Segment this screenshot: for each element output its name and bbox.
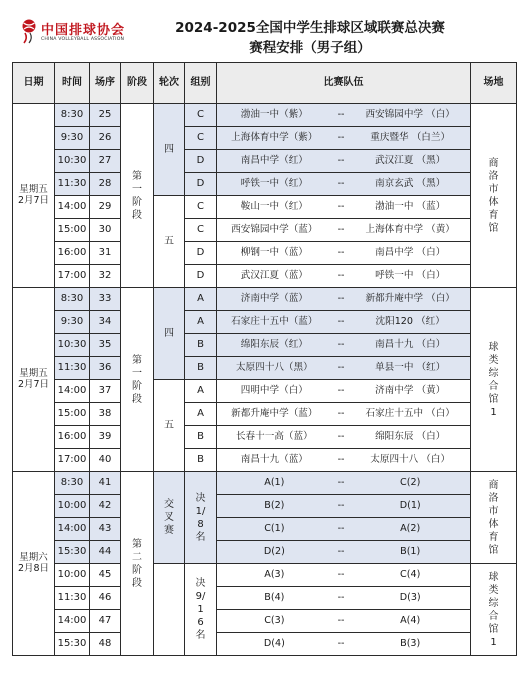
match-cell [217,495,471,518]
seq-cell: 33 [90,288,121,311]
seq-cell: 32 [90,265,121,288]
seq-cell: 41 [90,472,121,495]
time-cell: 17:00 [55,449,90,472]
venue-cell [471,104,517,288]
group-cell: A [185,288,217,311]
team-a: D(4) [263,638,285,650]
group-cell: C [185,219,217,242]
group-cell: B [185,449,217,472]
volleyball-logo-icon [20,18,38,44]
team-a: 西安锦园中学（蓝） [231,224,318,236]
seq-cell: 44 [90,541,121,564]
vs-separator: -- [337,178,345,190]
match-cell [217,104,471,127]
time-cell: 14:00 [55,610,90,633]
team-a: 南昌中学（红） [240,155,308,167]
team-a: 上海体育中学（紫） [231,132,318,144]
match-cell [217,196,471,219]
match-cell [217,633,471,656]
match [217,173,470,195]
vertical-text: 商洛市体育馆 [488,479,499,556]
team-a: 柳钢一中（蓝） [240,247,308,259]
team-b: 上海体育中学 （黄） [365,224,455,236]
page-header [0,0,522,58]
match [217,288,470,310]
team-b: 西安锦园中学 （白） [365,109,455,121]
vertical-text: 第一阶段 [132,354,142,405]
seq-cell: 35 [90,334,121,357]
match [217,334,470,356]
vs-separator: -- [337,500,345,512]
vertical-text: 商洛市体育馆 [488,157,499,234]
association-logo [20,18,132,48]
col-teams: 比赛队伍 [217,63,471,104]
vs-separator: -- [337,132,345,144]
round-cell [154,564,185,656]
match [217,196,470,218]
seq-cell: 25 [90,104,121,127]
vs-separator: -- [337,293,345,305]
match-cell [217,610,471,633]
match [217,104,470,126]
group-cell: D [185,150,217,173]
col-time: 时间 [55,63,90,104]
time-cell: 8:30 [55,288,90,311]
time-cell: 14:00 [55,380,90,403]
seq-cell: 43 [90,518,121,541]
vs-separator: -- [337,270,345,282]
col-stage: 阶段 [121,63,154,104]
vertical-text: 球类综合馆1 [488,571,499,648]
match-cell [217,380,471,403]
vertical-text: 交叉赛 [164,499,174,536]
group-cell: D [185,173,217,196]
page-title: 2024-2025全国中学生排球区域联赛总决赛 [175,20,445,36]
time-cell: 14:00 [55,196,90,219]
team-a: C(3) [264,615,285,627]
round-cell: 五 [154,380,185,472]
time-cell: 17:00 [55,265,90,288]
team-a: 鞍山一中（红） [240,201,308,213]
vs-separator: -- [337,109,345,121]
seq-cell: 45 [90,564,121,587]
time-cell: 15:00 [55,403,90,426]
seq-cell: 48 [90,633,121,656]
team-b: D(1) [399,500,421,512]
group-cell: B [185,426,217,449]
round-cell: 五 [154,196,185,288]
vs-separator: -- [337,385,345,397]
team-a: C(1) [264,523,285,535]
team-b: 太原四十八 （白） [370,454,451,466]
team-a: 绵阳东辰（红） [240,339,308,351]
team-b: 呼铁一中 （白） [375,270,446,282]
table-row [13,518,517,541]
table-row [13,357,517,380]
match [217,610,470,632]
match [217,426,470,448]
stage-cell [121,288,154,472]
team-b: C(2) [400,477,421,489]
stage-cell [121,472,154,656]
seq-cell: 46 [90,587,121,610]
match [217,127,470,149]
group-cell [185,472,217,564]
match [217,587,470,609]
vs-separator: -- [337,316,345,328]
vertical-text: 第二阶段 [132,538,142,589]
vs-separator: -- [337,362,345,374]
group-cell: C [185,196,217,219]
team-a: 四明中学（白） [240,385,308,397]
match [217,150,470,172]
col-group: 组别 [185,63,217,104]
round-cell [154,472,185,564]
team-b: D(3) [399,592,421,604]
date-cell: 星期六 2月8日 [13,472,55,656]
match [217,449,470,471]
team-a: A(3) [264,569,285,581]
team-a: 长春十一高（蓝） [235,431,313,443]
vs-separator: -- [337,615,345,627]
match-cell [217,127,471,150]
time-cell: 15:00 [55,219,90,242]
match-cell [217,357,471,380]
group-cell: C [185,127,217,150]
table-row [13,127,517,150]
col-date: 日期 [13,63,55,104]
match [217,357,470,379]
table-row [13,564,517,587]
group-cell [185,564,217,656]
group-cell: C [185,104,217,127]
table-row [13,495,517,518]
match-cell [217,403,471,426]
team-b: B(3) [400,638,421,650]
team-b: 南昌十九 （白） [375,339,446,351]
venue-cell [471,288,517,472]
date-cell: 星期五 2月7日 [13,104,55,288]
table-row [13,219,517,242]
match [217,495,470,517]
match [217,472,470,494]
team-b: 济南中学 （黄） [375,385,446,397]
match-cell [217,449,471,472]
group-cell: B [185,357,217,380]
header-row [13,63,517,104]
table-row [13,403,517,426]
table-row [13,311,517,334]
match-cell [217,288,471,311]
match-cell [217,265,471,288]
stage-cell [121,104,154,288]
team-a: 呼铁一中（红） [240,178,308,190]
seq-cell: 29 [90,196,121,219]
match-cell [217,587,471,610]
time-cell: 15:30 [55,541,90,564]
vs-separator: -- [337,569,345,581]
table-row [13,610,517,633]
team-b: 南昌中学 （白） [375,247,446,259]
time-cell: 11:30 [55,173,90,196]
group-cell: A [185,403,217,426]
match-cell [217,564,471,587]
venue-cell [471,472,517,564]
match [217,541,470,563]
table-row [13,334,517,357]
vs-separator: -- [337,638,345,650]
team-a: 太原四十八（黑） [235,362,313,374]
venue-cell [471,564,517,656]
match [217,564,470,586]
match [217,311,470,333]
vs-separator: -- [337,408,345,420]
group-cell: A [185,311,217,334]
team-a: A(1) [264,477,285,489]
match-cell [217,541,471,564]
table-row [13,426,517,449]
team-a: B(4) [264,592,285,604]
group-cell: B [185,334,217,357]
logo-english-text: CHINA VOLLEYBALL ASSOCIATION [41,37,125,42]
team-b: A(2) [400,523,421,535]
vertical-text: 决9/16名 [195,578,206,641]
seq-cell: 47 [90,610,121,633]
team-b: 单县一中 （红） [375,362,446,374]
time-cell: 10:00 [55,495,90,518]
match [217,633,470,655]
team-a: 南昌十九（蓝） [240,454,308,466]
team-b: B(1) [400,546,421,558]
vs-separator: -- [337,201,345,213]
match-cell [217,472,471,495]
table-row [13,173,517,196]
schedule-body [13,104,517,656]
team-a: 石家庄十五中（蓝） [231,316,318,328]
time-cell: 9:30 [55,311,90,334]
vs-separator: -- [337,155,345,167]
vertical-text: 决1/8名 [195,492,206,543]
team-a: 济南中学（蓝） [240,293,308,305]
seq-cell: 26 [90,127,121,150]
vs-separator: -- [337,431,345,443]
table-row [13,541,517,564]
team-b: 南京玄武 （黑） [375,178,446,190]
table-row [13,104,517,127]
vs-separator: -- [337,224,345,236]
table-row [13,633,517,656]
team-a: 武汉江夏（蓝） [240,270,308,282]
group-cell: A [185,380,217,403]
seq-cell: 40 [90,449,121,472]
table-row [13,265,517,288]
vs-separator: -- [337,592,345,604]
seq-cell: 37 [90,380,121,403]
team-b: A(4) [400,615,421,627]
time-cell: 14:00 [55,518,90,541]
team-b: 渤油一中 （蓝） [375,201,446,213]
team-b: 沈阳120 （红） [375,316,445,328]
col-venue: 场地 [471,63,517,104]
time-cell: 16:00 [55,426,90,449]
match-cell [217,518,471,541]
match-cell [217,150,471,173]
time-cell: 15:30 [55,633,90,656]
table-row [13,242,517,265]
match-cell [217,242,471,265]
match [217,219,470,241]
time-cell: 11:30 [55,357,90,380]
team-b: 武汉江夏 （黑） [375,155,446,167]
group-cell: D [185,242,217,265]
time-cell: 9:30 [55,127,90,150]
vertical-text: 球类综合馆1 [488,341,499,418]
team-a: B(2) [264,500,285,512]
vertical-text: 第一阶段 [132,170,142,221]
match-cell [217,426,471,449]
table-row [13,472,517,495]
table-row [13,288,517,311]
time-cell: 10:00 [55,564,90,587]
table-row [13,587,517,610]
round-cell: 四 [154,288,185,380]
col-round: 轮次 [154,63,185,104]
match [217,380,470,402]
match-cell [217,311,471,334]
match [217,242,470,264]
team-b: 绵阳东辰 （白） [375,431,446,443]
team-a: 渤油一中（紫） [240,109,308,121]
time-cell: 8:30 [55,472,90,495]
round-cell: 四 [154,104,185,196]
page-subtitle: 赛程安排（男子组） [249,40,371,56]
col-seq: 场序 [90,63,121,104]
seq-cell: 30 [90,219,121,242]
time-cell: 10:30 [55,150,90,173]
group-cell: D [185,265,217,288]
table-row [13,449,517,472]
seq-cell: 28 [90,173,121,196]
time-cell: 8:30 [55,104,90,127]
seq-cell: 39 [90,426,121,449]
team-b: 新都升庵中学 （白） [365,293,455,305]
time-cell: 11:30 [55,587,90,610]
team-b: 石家庄十五中 （白） [365,408,455,420]
seq-cell: 27 [90,150,121,173]
time-cell: 10:30 [55,334,90,357]
match [217,518,470,540]
team-a: 新都升庵中学（蓝） [231,408,318,420]
team-b: 重庆暨华 （白兰） [370,132,451,144]
table-row [13,150,517,173]
match [217,265,470,287]
match-cell [217,334,471,357]
match-cell [217,173,471,196]
table-row [13,196,517,219]
vs-separator: -- [337,523,345,535]
seq-cell: 38 [90,403,121,426]
match [217,403,470,425]
seq-cell: 34 [90,311,121,334]
match-cell [217,219,471,242]
team-a: D(2) [263,546,285,558]
time-cell: 16:00 [55,242,90,265]
date-cell: 星期五 2月7日 [13,288,55,472]
logo-chinese-text: 中国排球协会 [41,23,126,38]
vs-separator: -- [337,546,345,558]
team-b: C(4) [400,569,421,581]
vs-separator: -- [337,339,345,351]
schedule-table [12,62,517,656]
vs-separator: -- [337,454,345,466]
vs-separator: -- [337,477,345,489]
seq-cell: 36 [90,357,121,380]
seq-cell: 42 [90,495,121,518]
table-row [13,380,517,403]
vs-separator: -- [337,247,345,259]
seq-cell: 31 [90,242,121,265]
